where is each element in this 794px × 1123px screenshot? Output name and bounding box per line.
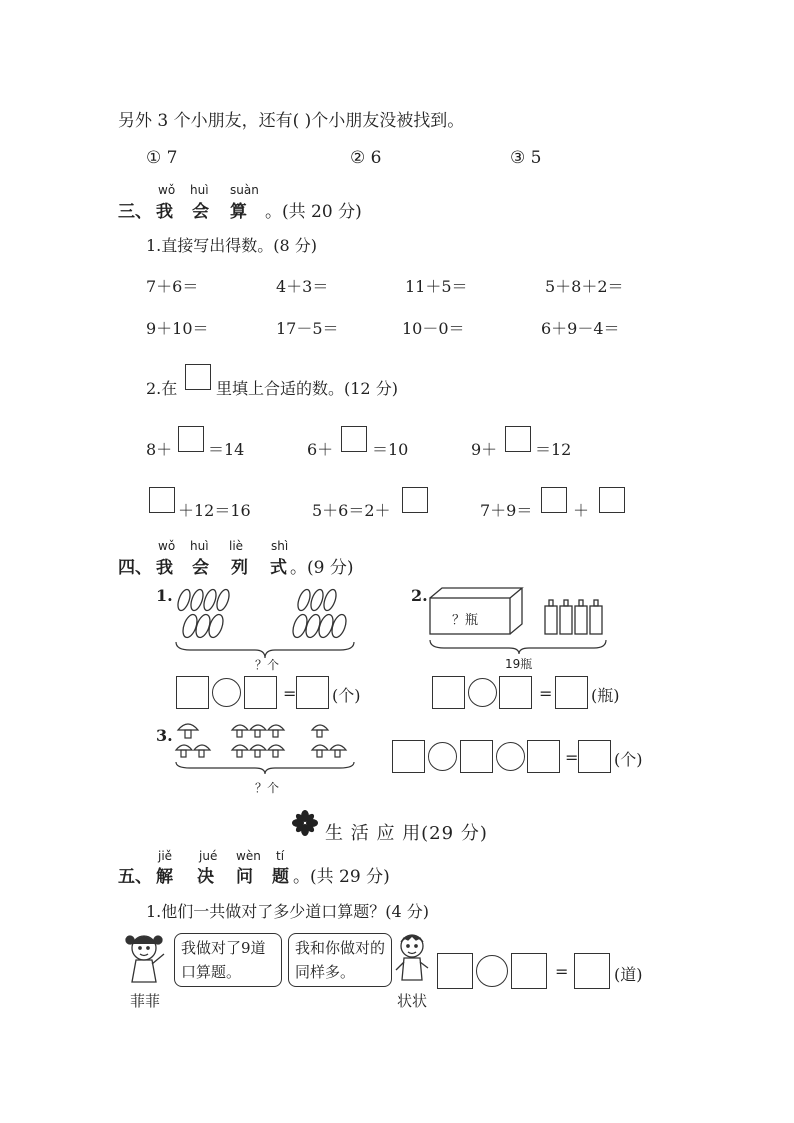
problem-2-number: 2.	[411, 586, 428, 605]
life-application-title: 生 活 应 用(29 分)	[325, 823, 488, 844]
eq6-left: 7＋9＝	[480, 501, 533, 520]
question-line: 另外 3 个小朋友，还有( )个小朋友没被找到。	[118, 111, 465, 131]
heading-char-2: 决	[197, 867, 214, 887]
eq4-right: ＋12＝16	[178, 501, 251, 520]
heading-char-4: 题	[272, 867, 289, 887]
p1-total-label: ？个	[255, 658, 280, 672]
heading-char-3: 问	[236, 867, 253, 887]
heading-char-3: 列	[231, 558, 248, 578]
s5-unit: (道)	[614, 965, 643, 984]
equals-sign: =	[565, 748, 579, 767]
operator-circle[interactable]	[212, 678, 241, 707]
name-feifei: 菲菲	[130, 992, 161, 1010]
p3-total-label: ？个	[255, 781, 280, 795]
p3-unit: (个)	[614, 750, 643, 769]
answer-box[interactable]	[505, 426, 531, 452]
eq2-right: ＝10	[372, 440, 409, 459]
q2-title-prefix: 2.在	[146, 379, 178, 398]
brace	[176, 762, 354, 774]
pinyin-hui: huì	[190, 539, 209, 553]
answer-box[interactable]	[541, 487, 567, 513]
section-4-number: 四、	[118, 558, 152, 578]
mushroom-group-1	[176, 724, 210, 757]
answer-box[interactable]	[527, 740, 560, 773]
answer-box[interactable]	[437, 953, 473, 989]
pinyin-wo: wǒ	[158, 539, 176, 553]
bottles	[545, 600, 602, 634]
q1-title: 1.直接写出得数。(8 分)	[146, 236, 318, 255]
mushroom-group-2	[232, 725, 284, 757]
section-3-score: 。(共 20 分)	[265, 202, 362, 222]
eq6-plus: ＋	[573, 501, 590, 520]
operator-circle[interactable]	[496, 742, 525, 771]
section-4-score: 。(9 分)	[290, 558, 354, 578]
heading-char-1: 解	[156, 867, 173, 887]
calc-2[interactable]: 4＋3＝	[276, 277, 329, 296]
pinyin-jie: jiě	[158, 849, 173, 863]
eq2-left: 6＋	[307, 440, 334, 459]
heading-char-4: 式	[270, 558, 287, 578]
brace	[430, 640, 606, 654]
section-3-number: 三、	[118, 202, 152, 222]
heading-char-2: 会	[192, 202, 209, 222]
heading-char-1: 我	[156, 202, 173, 222]
pinyin-shi: shì	[271, 539, 289, 553]
eq3-right: ＝12	[535, 440, 572, 459]
heading-char-1: 我	[156, 558, 173, 578]
mushroom-illustration	[170, 718, 360, 778]
p1-unit: (个)	[332, 686, 361, 705]
calc-4[interactable]: 5＋8＋2＝	[545, 277, 624, 296]
speech-bubble-zhuangzhuang: 我和你做对的同样多。	[288, 933, 392, 987]
answer-box[interactable]	[460, 740, 493, 773]
answer-box[interactable]	[296, 676, 329, 709]
answer-box[interactable]	[402, 487, 428, 513]
answer-box[interactable]	[499, 676, 532, 709]
boy-illustration	[392, 930, 436, 990]
girl-illustration	[122, 930, 172, 990]
answer-box[interactable]	[244, 676, 277, 709]
option-2[interactable]: ② 6	[350, 148, 382, 168]
eq1-right: ＝14	[208, 440, 245, 459]
answer-box[interactable]	[599, 487, 625, 513]
heading-char-3: 算	[230, 202, 247, 222]
answer-box[interactable]	[574, 953, 610, 989]
eggplant-group-right	[290, 588, 348, 639]
answer-box[interactable]	[578, 740, 611, 773]
answer-box[interactable]	[178, 426, 204, 452]
pinyin-lie: liè	[229, 539, 244, 553]
name-zhuangzhuang: 状状	[397, 992, 428, 1010]
answer-box[interactable]	[392, 740, 425, 773]
answer-box[interactable]	[432, 676, 465, 709]
answer-box[interactable]	[176, 676, 209, 709]
eggplant-group-left	[176, 588, 232, 639]
equals-sign: =	[539, 684, 553, 703]
pinyin-wen: wèn	[236, 849, 261, 863]
pinyin-jue: jué	[199, 849, 218, 863]
pinyin-ti: tí	[276, 849, 285, 863]
calc-8[interactable]: 6＋9－4＝	[541, 319, 620, 338]
equals-sign: =	[555, 962, 569, 981]
flower-icon	[292, 810, 318, 836]
s5-q1-title: 1.他们一共做对了多少道口算题？(4 分)	[146, 902, 430, 921]
p2-unit: (瓶)	[591, 686, 620, 705]
eq3-left: 9＋	[471, 440, 498, 459]
option-3[interactable]: ③ 5	[510, 148, 542, 168]
option-1[interactable]: ① 7	[146, 148, 178, 168]
calc-1[interactable]: 7＋6＝	[146, 277, 199, 296]
pinyin-hui: huì	[190, 183, 209, 197]
calc-3[interactable]: 11＋5＝	[405, 277, 468, 296]
answer-box[interactable]	[149, 487, 175, 513]
operator-circle[interactable]	[428, 742, 457, 771]
equals-sign: =	[283, 684, 297, 703]
operator-circle[interactable]	[468, 678, 497, 707]
section-5-number: 五、	[118, 867, 152, 887]
answer-box[interactable]	[555, 676, 588, 709]
eq5-left: 5＋6＝2＋	[312, 501, 391, 520]
speech-bubble-feifei: 我做对了9道口算题。	[174, 933, 282, 987]
calc-5[interactable]: 9＋10＝	[146, 319, 209, 338]
operator-circle[interactable]	[476, 955, 508, 987]
answer-box[interactable]	[511, 953, 547, 989]
problem-3-number: 3.	[156, 726, 173, 745]
pinyin-suan: suàn	[230, 183, 259, 197]
section-5-score: 。(共 29 分)	[293, 867, 390, 887]
calc-7[interactable]: 10－0＝	[402, 319, 465, 338]
calc-6[interactable]: 17－5＝	[276, 319, 339, 338]
crate-label: ？瓶	[452, 613, 479, 628]
p2-total-label: 19瓶	[505, 657, 533, 671]
eq1-left: 8＋	[146, 440, 173, 459]
answer-box-example	[185, 364, 211, 390]
problem-1-number: 1.	[156, 586, 173, 605]
heading-char-2: 会	[192, 558, 209, 578]
answer-box[interactable]	[341, 426, 367, 452]
mushroom-group-3	[312, 725, 346, 757]
pinyin-wo: wǒ	[158, 183, 176, 197]
q2-title-suffix: 里填上合适的数。(12 分)	[216, 379, 398, 398]
